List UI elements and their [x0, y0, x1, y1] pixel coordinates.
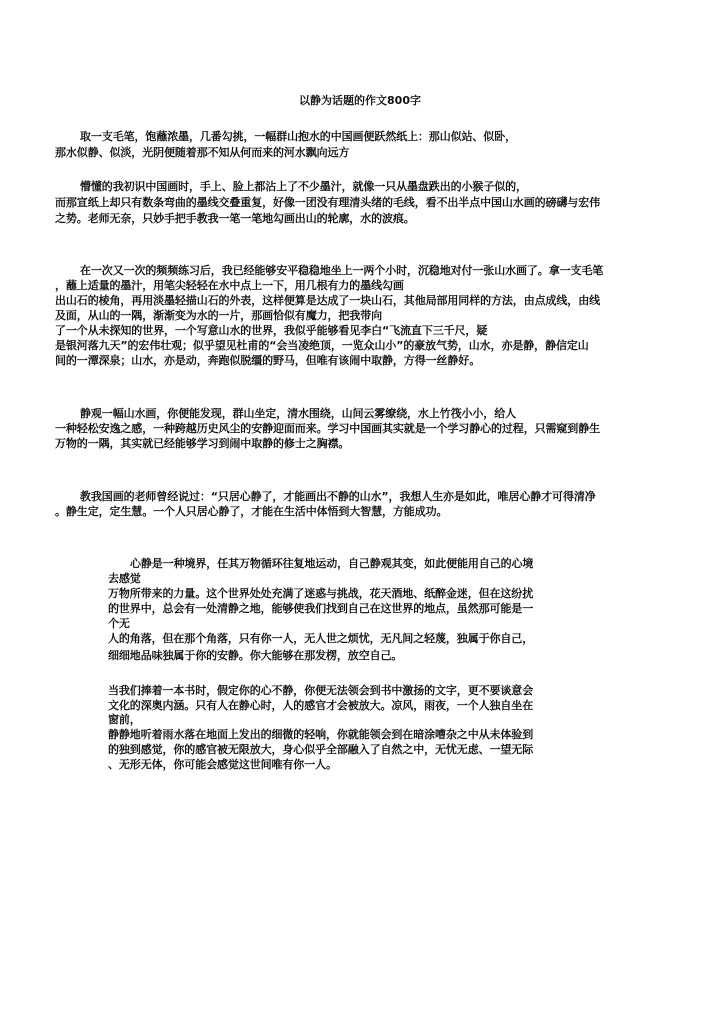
paragraph-7-line-1: 当我们捧着一本书时，假定你的心不静，你便无法领会到书中激扬的文字，更不要谈意会	[108, 684, 534, 697]
paragraph-7-line-5: 的独到感觉，你的感官被无限放大，身心似乎全部融入了自然之中，无忧无虑、一望无际	[108, 743, 534, 756]
paragraph-3-line-5: 了一个从未探知的世界，一个写意山水的世界，我似乎能够看见李白“飞流直下三千尺，疑	[55, 324, 488, 337]
paragraph-7-line-3: 窗前，	[108, 713, 141, 726]
paragraph-1-line-2: 那水似静、似淡，光阴便随着那不知从何而来的河水飘向远方	[55, 146, 350, 159]
paragraph-2-line-1: 懵懂的我初识中国画时，手上、脸上都沾上了不少墨汁，就像一只从墨盘跌出的小猴子似的，	[80, 180, 527, 193]
document-title: 以静为话题的作文800字	[299, 94, 421, 107]
paragraph-7-line-6: 、无形无体，你可能会感觉这世间唯有你一人。	[108, 758, 337, 771]
paragraph-6-line-2: 去感觉	[108, 572, 141, 585]
paragraph-5-line-1: 教我国画的老师曾经说过：“只居心静了，才能画出不静的山水”，我想人生亦是如此，唯居心静才可得清净	[80, 490, 596, 503]
paragraph-6-line-1: 心静是一种境界，任其万物循环往复地运动，自己静观其变，如此便能用自己的心境	[130, 557, 534, 570]
paragraph-2-line-3: 之势。老师无奈，只妙手把手教我一笔一笔地勾画出山的轮廓，水的波痕。	[55, 212, 415, 225]
paragraph-5-line-2: 。静生定，定生慧。一个人只居心静了，才能在生活中体悟到大智慧，方能成功。	[55, 505, 448, 518]
paragraph-3-line-4: 及面，从山的一隅，渐渐变为水的一片，那画恰似有魔力，把我带向	[55, 309, 382, 322]
paragraph-4-line-2: 一种轻松安逸之感，一种跨越历史风尘的安静迎面而来。学习中国画其实就是一个学习静心的过程，只需窥到静生	[55, 422, 600, 435]
paragraph-6-line-5: 个无	[108, 617, 130, 630]
paragraph-4-line-1: 静观一幅山水画，你便能发现，群山坐定，清水围绕，山间云雾缭绕，水上竹筏小小，给人	[80, 407, 516, 420]
paragraph-6-line-3: 万物所带来的力量。这个世界处处充满了迷惑与挑战，花天酒地、纸醉金迷，但在这纷扰	[108, 587, 534, 600]
paragraph-3-line-3: 出山石的棱角，再用淡墨轻描山石的外表，这样便算是达成了一块山石，其他局部用同样的方法，由点成线，由线	[55, 294, 600, 307]
paragraph-3-line-7: 间的一潭深泉；山水，亦是动，奔跑似脱缰的野马，但唯有该闹中取静，方得一丝静好。	[55, 354, 481, 367]
paragraph-2-line-2: 而那宣纸上却只有数条弯曲的墨线交叠重复，好像一团没有理清头绪的毛线，看不出半点中国山水画的磅礴与宏伟	[55, 196, 600, 209]
paragraph-3-line-1: 在一次又一次的频频练习后，我已经能够安平稳稳地坐上一两个小时，沉稳地对付一张山水画了。拿一支毛笔	[80, 264, 604, 277]
paragraph-7-line-4: 静静地听着雨水落在地面上发出的细微的轻响，你就能领会到在暗涂嘈杂之中从未体验到	[108, 728, 534, 741]
paragraph-7-line-2: 文化的深奥内涵。只有人在静心时，人的感官才会被放大。凉风，雨夜，一个人独自坐在	[108, 699, 534, 712]
paragraph-1-line-1: 取一支毛笔，饱蘸浓墨，几番勾挑，一幅群山抱水的中国画便跃然纸上：那山似站、似卧，	[80, 130, 516, 143]
paragraph-6-line-6: 人的角落，但在那个角落，只有你一人，无人世之烦忧，无凡间之轻蔑，独属于你自己，	[108, 632, 534, 645]
paragraph-3-line-6: 是银河落九天”的宏伟壮观；似乎望见杜甫的“会当凌绝顶，一览众山小”的豪放气势，山水，亦是静，静信定山	[55, 339, 589, 352]
paragraph-6-line-4: 的世界中，总会有一处清静之地，能够使我们找到自己在这世界的地点，虽然那可能是一	[108, 602, 534, 615]
paragraph-3-line-2: ，蘸上适量的墨汁，用笔尖轻轻在水中点上一下，用几根有力的墨线勾画	[55, 279, 404, 292]
paragraph-6-line-7: 细细地品味独属于你的安静。你大能够在那发楞，放空自己。	[108, 649, 403, 662]
paragraph-4-line-3: 万物的一隅，其实就已经能够学习到闹中取静的修士之胸襟。	[55, 437, 350, 450]
